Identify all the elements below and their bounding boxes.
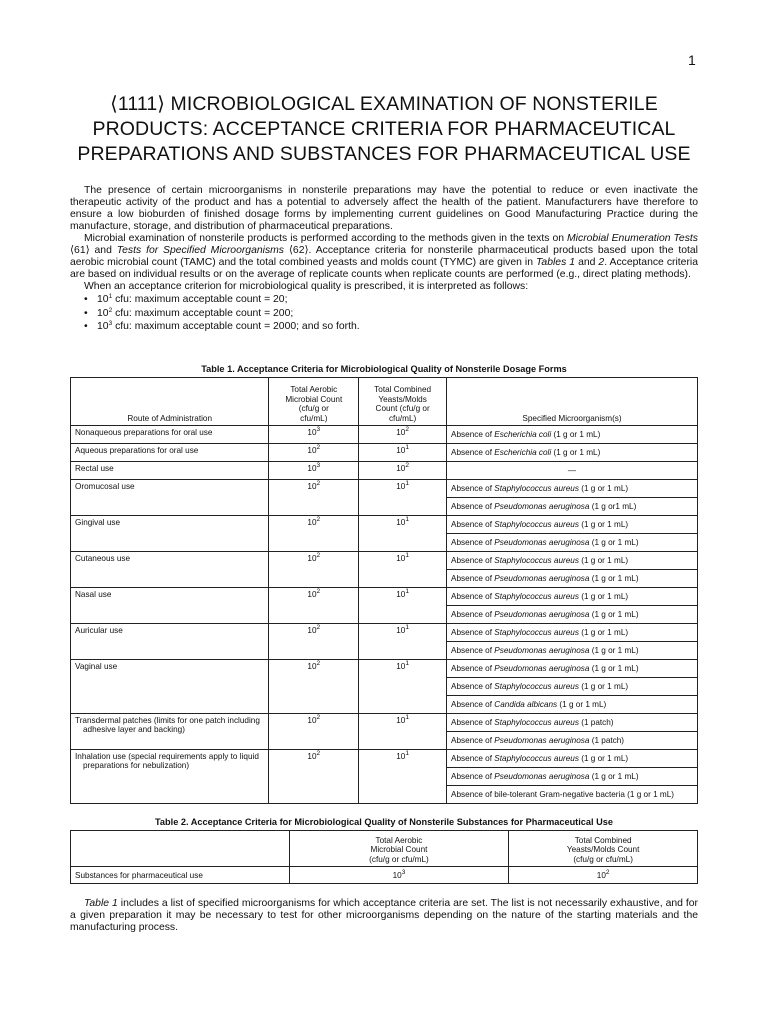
tamc-value: $10^2$ — [269, 714, 359, 750]
specified-organism: Absence of Staphylococcus aureus (1 g or 1 mL) — [447, 588, 698, 606]
col-header-specified: Specified Microorganism(s) — [447, 378, 698, 426]
route-cell: Cutaneous use — [71, 552, 269, 588]
route-cell: Gingival use — [71, 516, 269, 552]
route-cell: Rectal use — [71, 462, 269, 480]
methods-paragraph: Microbial examination of nonsterile products is performed according to the methods given in the texts on Microbial Enumeration Tests ⟨61⟩ and Tests for Specified Microorganisms ⟨62⟩. Acceptance criteria for nonsterile pharmaceutical products based upon the total aerobic microbial count (TAMC) and the total combined yeasts and molds count (TYMC) are given in Tables 1 and 2. Acceptance criteria are based on individual results or on the average of replicate counts when replicate counts are performed (e.g., direct plating methods). — [70, 233, 699, 280]
col-header-tamc: Total Aerobic Microbial Count (cfu/g or cfu/mL) — [289, 831, 509, 867]
route-cell: Nasal use — [71, 588, 269, 624]
specified-organism: Absence of Escherichia coli (1 g or 1 mL) — [447, 444, 698, 462]
tamc-value: $10^2$ — [269, 480, 359, 516]
page-title — [70, 92, 698, 167]
tamc-value: $10^2$ — [269, 552, 359, 588]
col-header-tymc: Total Combined Yeasts/Molds Count (cfu/g or cfu/mL) — [509, 831, 698, 867]
tymc-value: $10^2$ — [359, 462, 447, 480]
specified-organism: Absence of Escherichia coli (1 g or 1 mL) — [447, 426, 698, 444]
route-cell: Oromucosal use — [71, 480, 269, 516]
interpretation-paragraph: When an acceptance criterion for microbiological quality is prescribed, it is interpreted as follows: — [84, 281, 529, 292]
col-header-tymc: Total Combined Yeasts/Molds Count (cfu/g or cfu/mL) — [359, 378, 447, 426]
criteria-list — [70, 293, 698, 334]
route-cell: Inhalation use (special requirements apply to liquid preparations for nebulization) — [71, 750, 269, 804]
specified-organism: Absence of Candida albicans (1 g or 1 mL) — [447, 696, 698, 714]
list-item: • $10^1$ cfu: maximum acceptable count = 20; — [70, 293, 698, 307]
tamc-value: $10^2$ — [269, 516, 359, 552]
table-row — [71, 516, 698, 534]
title-line: PREPARATIONS AND SUBSTANCES FOR PHARMACEUTICAL USE — [77, 143, 691, 165]
specified-organism: Absence of Staphylococcus aureus (1 g or 1 mL) — [447, 480, 698, 498]
tymc-value: $10^1$ — [359, 624, 447, 660]
specified-organism: Absence of Staphylococcus aureus (1 g or 1 mL) — [447, 552, 698, 570]
specified-organism: Absence of Pseudomonas aeruginosa (1 g or 1 mL) — [447, 642, 698, 660]
tamc-value: $10^3$ — [269, 426, 359, 444]
intro-paragraph: The presence of certain microorganisms in nonsterile preparations may have the potential to reduce or even inactivate the therapeutic activity of the product and has a potential to adversely affect the health of the patient. Manufacturers have therefore to ensure a low bioburden of finished dosage forms by implementing current guidelines on Good Manufacturing Practice during the manufacture, storage, and distribution of pharmaceutical preparations. — [70, 185, 698, 232]
route-cell: Auricular use — [71, 624, 269, 660]
specified-organism: Absence of Staphylococcus aureus (1 g or 1 mL) — [447, 678, 698, 696]
table-row — [71, 624, 698, 642]
specified-organism: Absence of Pseudomonas aeruginosa (1 g or 1 mL) — [447, 534, 698, 552]
table2 — [70, 830, 698, 884]
tamc-value: $10^2$ — [269, 588, 359, 624]
table-row — [71, 462, 698, 480]
tamc-value: $10^2$ — [269, 750, 359, 804]
specified-organism: Absence of Pseudomonas aeruginosa (1 g or1 mL) — [447, 498, 698, 516]
table-row — [71, 750, 698, 768]
tymc-value: $10^1$ — [359, 444, 447, 462]
table1-caption: Table 1. Acceptance Criteria for Microbiological Quality of Nonsterile Dosage Forms — [201, 364, 567, 374]
specified-organism: Absence of Staphylococcus aureus (1 g or 1 mL) — [447, 516, 698, 534]
list-item: • $10^3$ cfu: maximum acceptable count = 2000; and so forth. — [70, 320, 698, 334]
title-line: PRODUCTS: ACCEPTANCE CRITERIA FOR PHARMACEUTICAL — [92, 118, 676, 140]
tamc-value: $10^2$ — [269, 444, 359, 462]
tymc-value: $10^1$ — [359, 516, 447, 552]
tymc-value: $10^1$ — [359, 714, 447, 750]
tamc-value: $10^2$ — [269, 660, 359, 714]
route-cell: Nonaqueous preparations for oral use — [71, 426, 269, 444]
table-row — [71, 867, 698, 884]
tamc-value: $10^2$ — [269, 624, 359, 660]
tamc-value: $10^3$ — [269, 462, 359, 480]
specified-organism: Absence of Pseudomonas aeruginosa (1 patch) — [447, 732, 698, 750]
closing-section — [70, 898, 698, 934]
col-header-tamc: Total Aerobic Microbial Count (cfu/g or cfu/mL) — [269, 378, 359, 426]
specified-organism: Absence of Pseudomonas aeruginosa (1 g or 1 mL) — [447, 570, 698, 588]
tymc-value: $10^2$ — [359, 426, 447, 444]
title-line: ⟨1111⟩ MICROBIOLOGICAL EXAMINATION OF NONSTERILE — [110, 93, 658, 115]
specified-organism: Absence of Pseudomonas aeruginosa (1 g or 1 mL) — [447, 606, 698, 624]
col-header-blank — [71, 831, 290, 867]
table-row — [71, 426, 698, 444]
table-row — [71, 588, 698, 606]
table-row — [71, 714, 698, 732]
tymc-value: $10^2$ — [509, 867, 698, 884]
table-row — [71, 480, 698, 498]
route-cell: Vaginal use — [71, 660, 269, 714]
specified-organism: Absence of Pseudomonas aeruginosa (1 g or 1 mL) — [447, 660, 698, 678]
specified-organism: Absence of Staphylococcus aureus (1 g or 1 mL) — [447, 750, 698, 768]
specified-organism: Absence of Staphylococcus aureus (1 g or 1 mL) — [447, 624, 698, 642]
tamc-value: $10^3$ — [289, 867, 509, 884]
route-cell: Aqueous preparations for oral use — [71, 444, 269, 462]
table1 — [70, 377, 698, 804]
tymc-value: $10^1$ — [359, 552, 447, 588]
table2-caption: Table 2. Acceptance Criteria for Microbiological Quality of Nonsterile Substances for Pharmaceutical Use — [155, 817, 613, 827]
intro-section — [70, 185, 698, 334]
tymc-value: $10^1$ — [359, 480, 447, 516]
route-cell: Transdermal patches (limits for one patch including adhesive layer and backing) — [71, 714, 269, 750]
table-row — [71, 552, 698, 570]
specified-organism: Absence of Staphylococcus aureus (1 patch) — [447, 714, 698, 732]
list-item: • $10^2$ cfu: maximum acceptable count = 200; — [70, 307, 698, 321]
page-number: 1 — [688, 52, 696, 68]
table-row — [71, 444, 698, 462]
col-header-route: Route of Administration — [71, 378, 269, 426]
substance-label: Substances for pharmaceutical use — [71, 867, 290, 884]
specified-organism: Absence of bile-tolerant Gram-negative bacteria (1 g or 1 mL) — [447, 786, 698, 804]
specified-organism: — — [447, 462, 698, 480]
closing-paragraph: Table 1 includes a list of specified microorganisms for which acceptance criteria are set. The list is not necessarily exhaustive, and for a given preparation it may be necessary to test for other microorganisms depending on the nature of the starting materials and the manufacturing process. — [70, 898, 699, 933]
specified-organism: Absence of Pseudomonas aeruginosa (1 g or 1 mL) — [447, 768, 698, 786]
tymc-value: $10^1$ — [359, 588, 447, 624]
table-row — [71, 660, 698, 678]
tymc-value: $10^1$ — [359, 660, 447, 714]
tymc-value: $10^1$ — [359, 750, 447, 804]
